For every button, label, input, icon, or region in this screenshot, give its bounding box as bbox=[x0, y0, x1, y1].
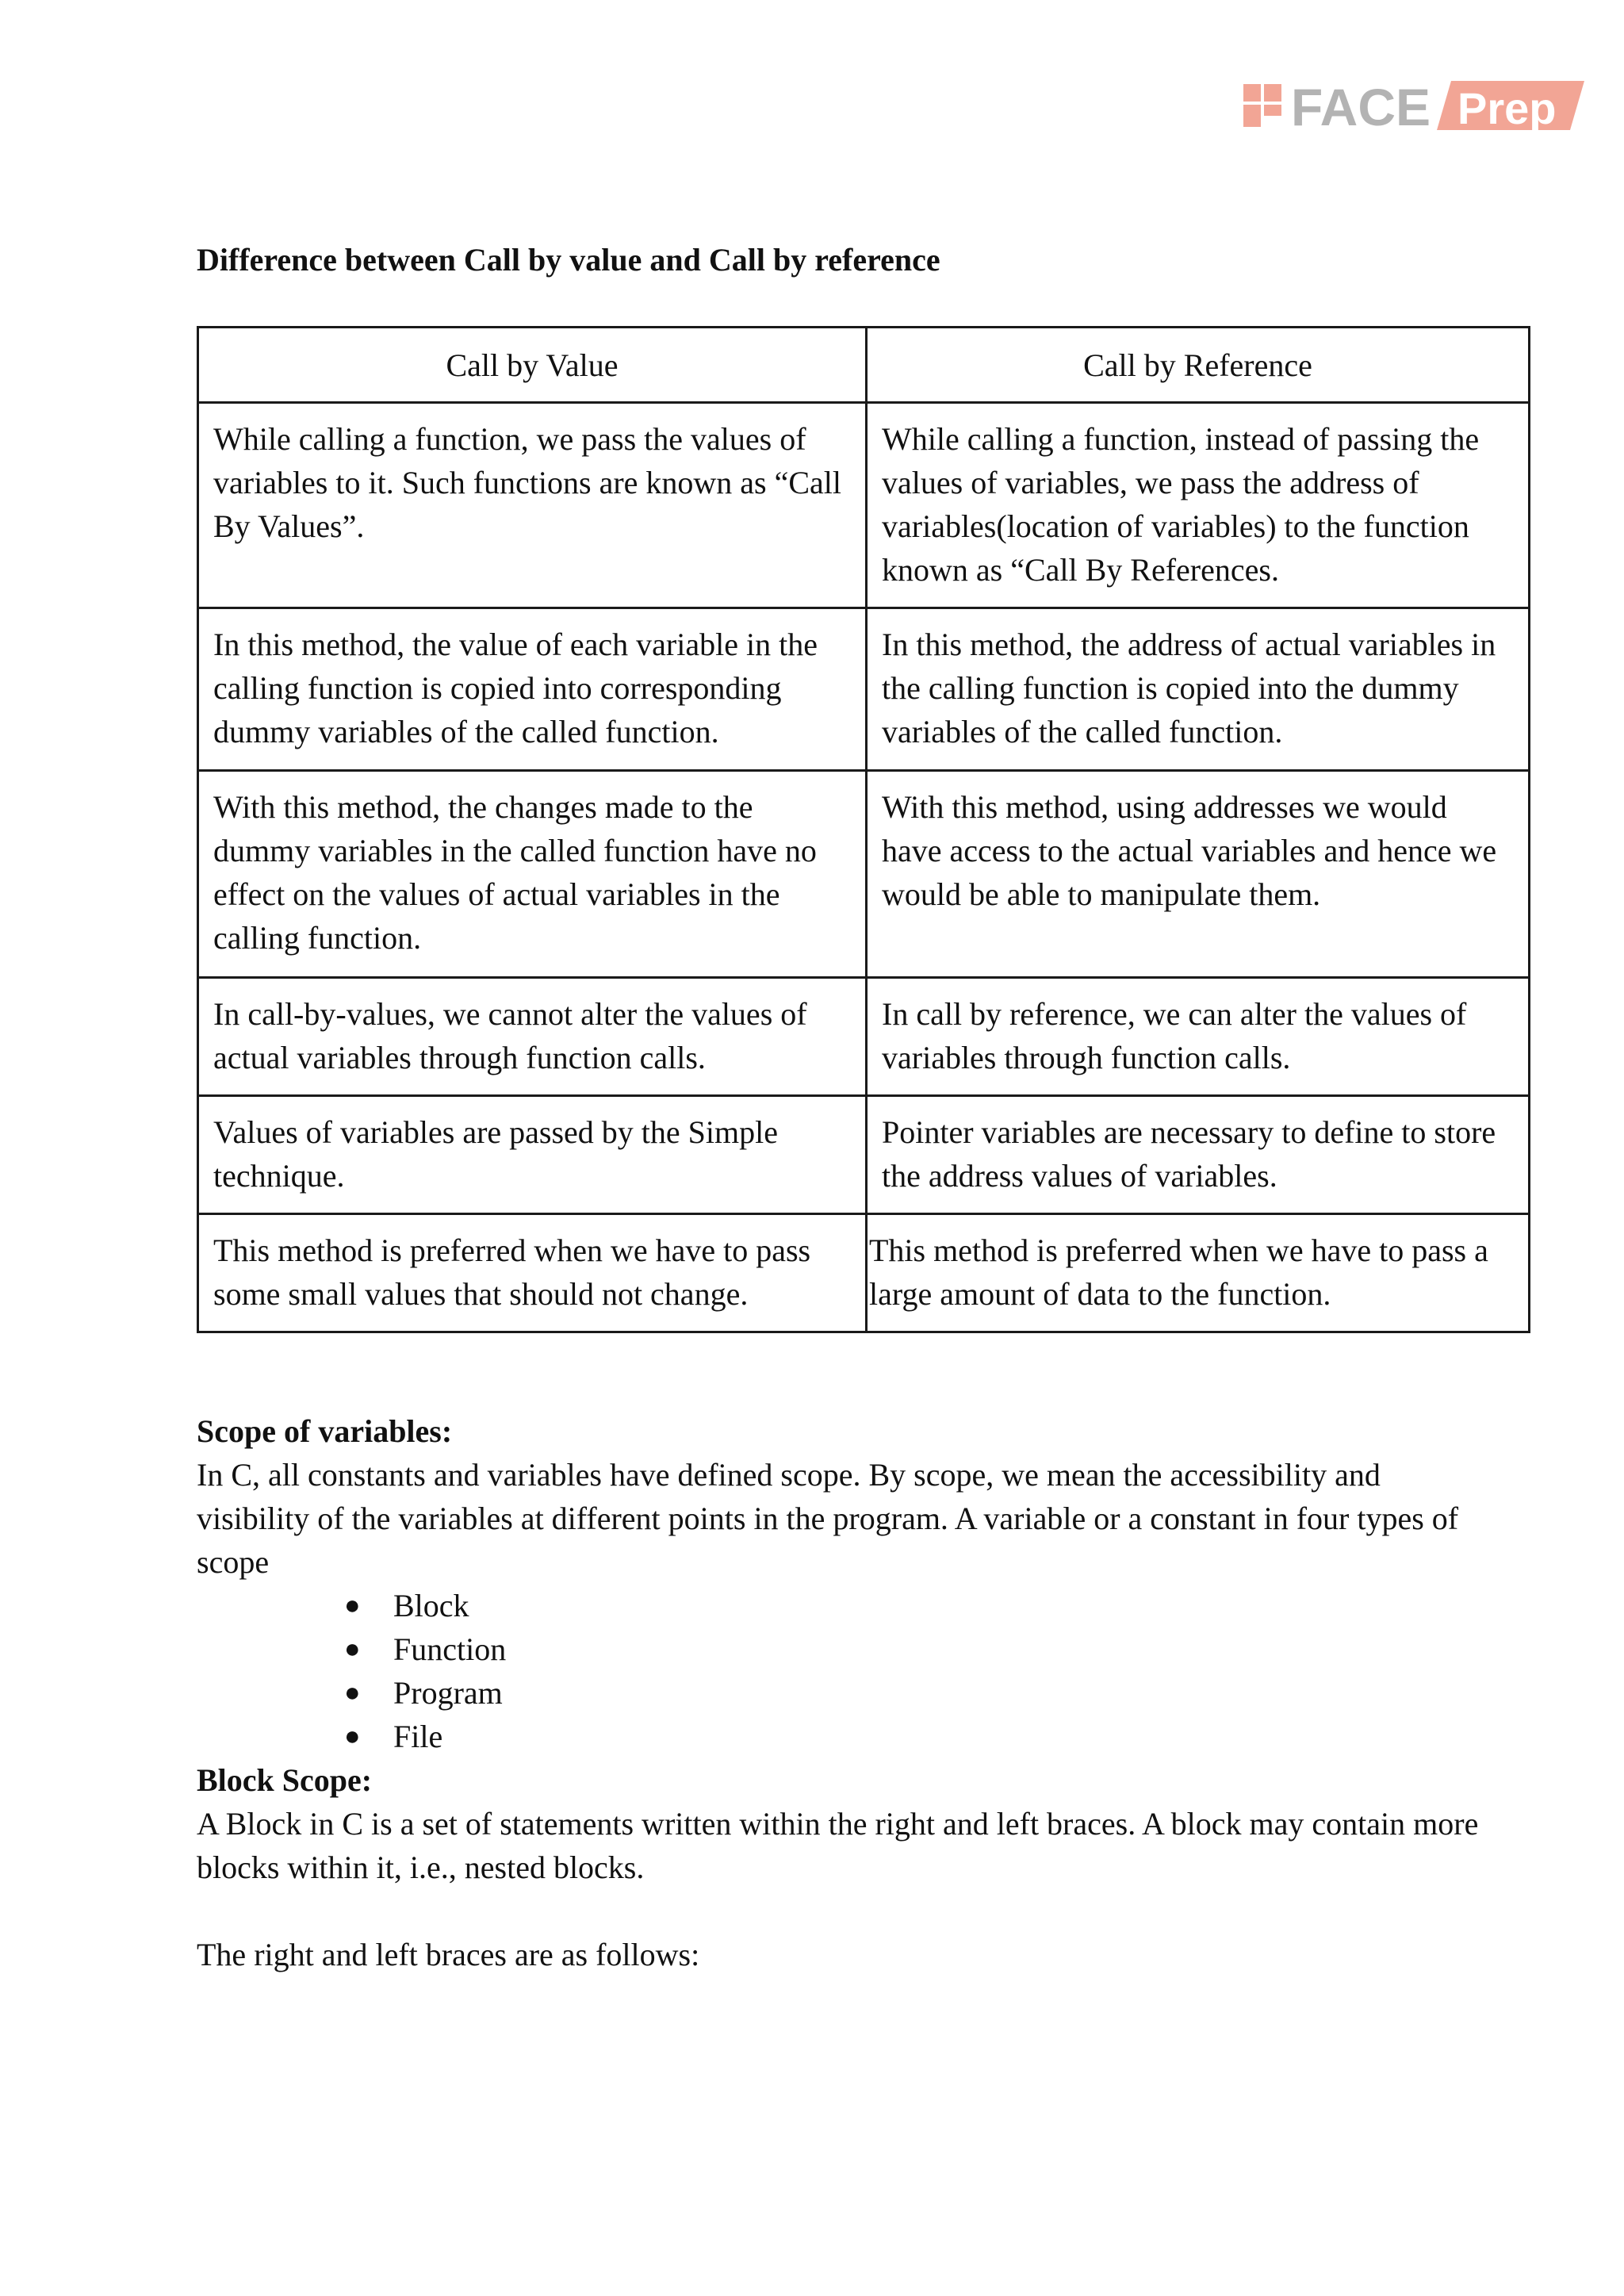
cell-reference: While calling a function, instead of passing the values of variables, we pass the address of variables(location of variables) to the function known as “Call By References. bbox=[867, 403, 1530, 608]
block-scope-text: A Block in C is a set of statements written within the right and left braces. A block may contain more blocks within it, i.e., nested blocks. bbox=[197, 1806, 1479, 1885]
logo-text-accent: Prep bbox=[1457, 83, 1557, 133]
comparison-table bbox=[197, 326, 1530, 1333]
scope-type-label: Block bbox=[393, 1588, 469, 1623]
block-scope-heading: Block Scope: bbox=[197, 1762, 373, 1798]
list-item bbox=[344, 1671, 1497, 1715]
scope-intro: In C, all constants and variables have defined scope. By scope, we mean the accessibility and visibility of the variables at different points in the program. A variable or a constant in four types of scope bbox=[197, 1457, 1459, 1580]
table-row bbox=[198, 1096, 1530, 1214]
cell-reference: This method is preferred when we have to pass a large amount of data to the function. bbox=[867, 1214, 1530, 1332]
braces-text: The right and left braces are as follows: bbox=[197, 1937, 700, 1972]
table-row bbox=[198, 771, 1530, 978]
table-row bbox=[198, 1214, 1530, 1332]
cell-reference: Pointer variables are necessary to define to store the address values of variables. bbox=[867, 1096, 1530, 1214]
cell-value: While calling a function, we pass the values of variables to it. Such functions are known as “Call By Values”. bbox=[198, 403, 867, 608]
cell-reference: In call by reference, we can alter the values of variables through function calls. bbox=[867, 978, 1530, 1096]
table-row bbox=[198, 608, 1530, 771]
cell-value: In this method, the value of each variable in the calling function is copied into corresponding dummy variables of the called function. bbox=[198, 608, 867, 771]
table-header-row bbox=[198, 328, 1530, 403]
table-row bbox=[198, 978, 1530, 1096]
header-call-by-value: Call by Value bbox=[198, 328, 867, 403]
scope-types-list bbox=[197, 1584, 1497, 1758]
scope-heading: Scope of variables: bbox=[197, 1413, 453, 1449]
scope-type-label: File bbox=[393, 1719, 443, 1754]
logo-text-main: FACE bbox=[1291, 78, 1431, 133]
paragraph-spacer bbox=[197, 1889, 1497, 1933]
cell-value: This method is preferred when we have to pass some small values that should not change. bbox=[198, 1214, 867, 1332]
cell-reference: With this method, using addresses we would have access to the actual variables and hence we would be able to manipulate them. bbox=[867, 771, 1530, 978]
cell-value: In call-by-values, we cannot alter the values of actual variables through function calls. bbox=[198, 978, 867, 1096]
page-title: Difference between Call by value and Call by reference bbox=[197, 242, 940, 278]
scope-type-label: Program bbox=[393, 1675, 503, 1711]
list-item bbox=[344, 1627, 1497, 1671]
bullet-icon: ● bbox=[344, 1591, 361, 1620]
header-call-by-reference: Call by Reference bbox=[867, 328, 1530, 403]
cell-value: With this method, the changes made to the dummy variables in the called function have no effect on the values of actual variables in the calling function. bbox=[198, 771, 867, 978]
scope-type-label: Function bbox=[393, 1631, 507, 1667]
list-item bbox=[344, 1584, 1497, 1627]
table-row bbox=[198, 403, 1530, 608]
bullet-icon: ● bbox=[344, 1678, 361, 1708]
bullet-icon: ● bbox=[344, 1635, 361, 1664]
bullet-icon: ● bbox=[344, 1722, 361, 1751]
scope-section bbox=[197, 1409, 1497, 1976]
face-prep-logo bbox=[1243, 78, 1584, 133]
cell-reference: In this method, the address of actual variables in the calling function is copied into the dummy variables of the called function. bbox=[867, 608, 1530, 771]
logo-mark-icon bbox=[1243, 84, 1281, 127]
cell-value: Values of variables are passed by the Simple technique. bbox=[198, 1096, 867, 1214]
list-item bbox=[344, 1715, 1497, 1758]
